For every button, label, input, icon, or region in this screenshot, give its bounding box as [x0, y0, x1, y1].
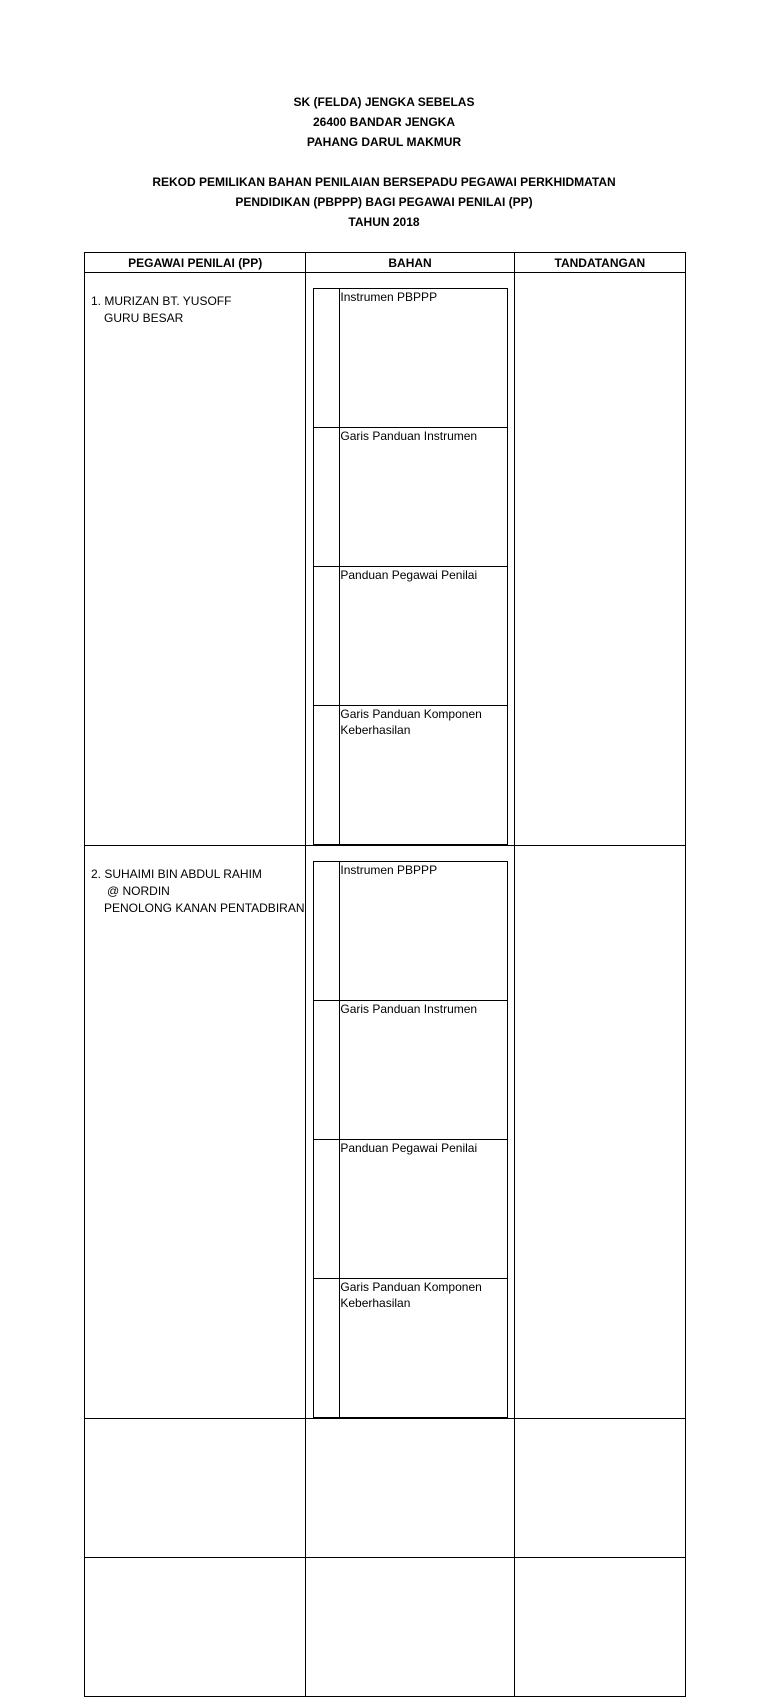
- checkbox[interactable]: [314, 289, 340, 428]
- checklist-item: [314, 1279, 508, 1418]
- checkbox[interactable]: [314, 862, 340, 1001]
- document-header: [0, 92, 768, 232]
- table-row: [85, 1419, 686, 1558]
- checkbox[interactable]: [314, 1140, 340, 1279]
- checkbox[interactable]: [314, 567, 340, 706]
- school-address: 26400 BANDAR JENGKA: [312, 115, 456, 129]
- table-header-row: [85, 253, 686, 273]
- checklist-label: Garis Panduan Komponen Keberhasilan: [340, 706, 508, 845]
- checklist-item: [314, 1140, 508, 1279]
- checkbox[interactable]: [314, 706, 340, 845]
- pp-name: 1. MURIZAN BT. YUSOFF: [91, 294, 232, 308]
- document-title-line2: PENDIDIKAN (PBPPP) BAGI PEGAWAI PENILAI (PP): [235, 195, 533, 209]
- bahan-checklist: [313, 861, 508, 1418]
- bahan-cell[interactable]: [306, 1419, 514, 1558]
- document-title-line1: REKOD PEMILIKAN BAHAN PENILAIAN BERSEPADU PEGAWAI PERKHIDMATAN: [152, 175, 616, 189]
- checklist-label: Garis Panduan Instrumen: [340, 428, 508, 567]
- checkbox[interactable]: [314, 1279, 340, 1418]
- table-row: [85, 1558, 686, 1697]
- school-state: PAHANG DARUL MAKMUR: [306, 135, 462, 149]
- signature-cell[interactable]: [514, 1419, 685, 1558]
- pp-cell[interactable]: [85, 1419, 306, 1558]
- checklist-item: [314, 1001, 508, 1140]
- header-spacer: [0, 152, 768, 172]
- checklist-label: Panduan Pegawai Penilai: [340, 1140, 508, 1279]
- checklist-item: [314, 706, 508, 845]
- checklist-label: Garis Panduan Instrumen: [340, 1001, 508, 1140]
- table-row: [85, 846, 686, 1419]
- bahan-cell: [306, 846, 514, 1419]
- signature-cell[interactable]: [514, 273, 685, 846]
- document-year: TAHUN 2018: [348, 215, 420, 229]
- pp-position: GURU BESAR: [104, 311, 184, 325]
- checkbox[interactable]: [314, 428, 340, 567]
- pp-name: 2. SUHAIMI BIN ABDUL RAHIM: [91, 867, 262, 881]
- checklist-item: [314, 428, 508, 567]
- bahan-cell[interactable]: [306, 1558, 514, 1697]
- pp-alias: @ NORDIN: [107, 884, 170, 898]
- checkbox[interactable]: [314, 1001, 340, 1140]
- checklist-label: Instrumen PBPPP: [340, 289, 508, 428]
- checklist-item: [314, 289, 508, 428]
- checklist-item: [314, 567, 508, 706]
- school-name: SK (FELDA) JENGKA SEBELAS: [293, 95, 475, 109]
- record-table: [84, 252, 686, 1697]
- checklist-label: Garis Panduan Komponen Keberhasilan: [340, 1279, 508, 1418]
- checklist-item: [314, 862, 508, 1001]
- checklist-label: Instrumen PBPPP: [340, 862, 508, 1001]
- column-header-pp: PEGAWAI PENILAI (PP): [85, 253, 306, 273]
- pp-cell[interactable]: [85, 1558, 306, 1697]
- pp-position: PENOLONG KANAN PENTADBIRAN: [104, 901, 305, 915]
- bahan-checklist: [313, 288, 508, 845]
- signature-cell[interactable]: [514, 1558, 685, 1697]
- bahan-cell: [306, 273, 514, 846]
- checklist-label: Panduan Pegawai Penilai: [340, 567, 508, 706]
- table-row: [85, 273, 686, 846]
- pp-cell: [85, 846, 306, 1419]
- column-header-tandatangan: TANDATANGAN: [514, 253, 685, 273]
- signature-cell[interactable]: [514, 846, 685, 1419]
- pp-cell: [85, 273, 306, 846]
- column-header-bahan: BAHAN: [306, 253, 514, 273]
